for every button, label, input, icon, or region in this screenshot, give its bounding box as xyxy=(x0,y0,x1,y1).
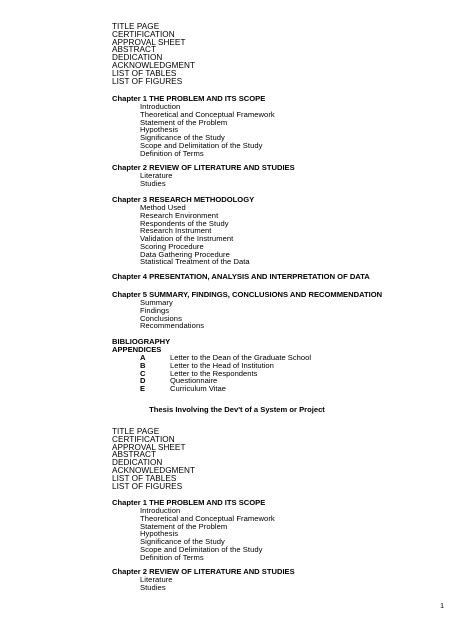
front-matter-item: APPROVAL SHEET xyxy=(112,37,186,47)
chapter-4-section xyxy=(112,272,462,281)
appendix-letter: E xyxy=(140,384,146,393)
page-number: 1 xyxy=(440,603,444,610)
chapter-item: Significance of the Study xyxy=(140,133,225,142)
chapter-5-title: Chapter 5 SUMMARY, FINDINGS, CONCLUSIONS AND RECOMMENDATION xyxy=(112,290,383,299)
chapter-1-title: Chapter 1 THE PROBLEM AND ITS SCOPE xyxy=(112,498,266,507)
appendix-row xyxy=(112,377,462,385)
chapter-item: Scope and Delimitation of the Study xyxy=(140,544,263,554)
front-matter-item: LIST OF FIGURES xyxy=(112,76,183,86)
chapter-item: Significance of the Study xyxy=(140,537,225,546)
front-matter-item: CERTIFICATION xyxy=(112,29,175,39)
back-matter-section xyxy=(112,338,462,393)
front-matter-item: ABSTRACT xyxy=(112,450,157,460)
chapter-item: Theoretical and Conceptual Framework xyxy=(140,109,275,119)
section-heading: Thesis Involving the Dev't of a System or Project xyxy=(149,405,325,414)
front-matter-item: LIST OF TABLES xyxy=(112,68,177,78)
chapter-item: Definition of Terms xyxy=(140,148,204,158)
appendix-letter: D xyxy=(140,376,146,386)
chapter-1-title: Chapter 1 THE PROBLEM AND ITS SCOPE xyxy=(112,94,266,103)
appendix-letter: B xyxy=(140,360,146,370)
chapter-item: Data Gathering Procedure xyxy=(140,249,230,259)
chapter-1-section-2 xyxy=(112,498,462,561)
appendix-text: Letter to the Respondents xyxy=(170,368,258,378)
front-matter-item: LIST OF TABLES xyxy=(112,473,177,483)
appendix-text: Curriculum Vitae xyxy=(170,384,226,393)
chapter-item: Validation of the Instrument xyxy=(140,234,234,243)
appendices-heading: APPENDICES xyxy=(112,345,162,354)
chapter-2-title: Chapter 2 REVIEW OF LITERATURE AND STUDIES xyxy=(112,567,295,576)
chapter-item: Recommendations xyxy=(140,321,205,331)
chapter-item: Statement of the Problem xyxy=(140,521,228,531)
front-matter-item: TITLE PAGE xyxy=(112,427,160,436)
chapter-item: Hypothesis xyxy=(140,125,179,135)
chapter-item: Theoretical and Conceptual Framework xyxy=(140,513,275,523)
appendix-row xyxy=(112,385,462,393)
appendix-text: Questionnaire xyxy=(170,376,218,386)
appendix-letter: A xyxy=(140,353,146,362)
chapter-item: Research Instrument xyxy=(140,226,212,236)
chapter-2-title: Chapter 2 REVIEW OF LITERATURE AND STUDIES xyxy=(112,163,295,172)
chapter-item: Scope and Delimitation of the Study xyxy=(140,140,263,150)
front-matter-item: CERTIFICATION xyxy=(112,434,175,444)
chapter-2-section-2 xyxy=(112,567,462,592)
chapter-item: Scoring Procedure xyxy=(140,241,204,251)
chapter-1-section xyxy=(112,94,462,157)
chapter-item: Research Environment xyxy=(140,210,219,220)
chapter-item: Literature xyxy=(140,575,173,584)
chapter-5-section xyxy=(112,290,462,330)
chapter-item: Method Used xyxy=(140,203,186,212)
chapter-item: Statistical Treatment of the Data xyxy=(140,257,250,267)
appendix-row xyxy=(112,362,462,370)
appendix-text: Letter to the Dean of the Graduate School xyxy=(170,353,311,362)
front-matter-item: LIST OF FIGURES xyxy=(112,481,183,491)
appendix-letter: C xyxy=(140,368,146,378)
chapter-item: Studies xyxy=(140,582,166,592)
front-matter-item: ACKNOWLEDGMENT xyxy=(112,465,196,475)
chapter-item: Summary xyxy=(140,298,173,307)
chapter-item: Hypothesis xyxy=(140,529,179,539)
chapter-item: Conclusions xyxy=(140,313,182,323)
chapter-4-title: Chapter 4 PRESENTATION, ANALYSIS AND INTERPRETATION OF DATA xyxy=(112,272,370,281)
front-matter-list-2 xyxy=(112,428,462,490)
front-matter-item: TITLE PAGE xyxy=(112,22,160,31)
bibliography-heading: BIBLIOGRAPHY xyxy=(112,337,171,346)
chapter-item: Studies xyxy=(140,178,166,188)
appendix-text: Letter to the Head of Institution xyxy=(170,360,274,370)
chapter-item: Respondents of the Study xyxy=(140,218,229,228)
chapter-item: Introduction xyxy=(140,506,181,515)
front-matter-item: ABSTRACT xyxy=(112,45,157,55)
chapter-item: Statement of the Problem xyxy=(140,117,228,127)
chapter-item: Literature xyxy=(140,171,173,180)
chapter-2-section xyxy=(112,163,462,188)
front-matter-item: DEDICATION xyxy=(112,53,163,63)
front-matter-item: ACKNOWLEDGMENT xyxy=(112,60,196,70)
front-matter-item: APPROVAL SHEET xyxy=(112,442,186,452)
front-matter-list xyxy=(112,23,462,85)
appendix-row xyxy=(112,354,462,362)
chapter-item: Definition of Terms xyxy=(140,552,204,562)
appendix-row xyxy=(112,370,462,378)
chapter-item: Findings xyxy=(140,305,170,315)
chapter-item: Introduction xyxy=(140,102,181,111)
chapter-3-title: Chapter 3 RESEARCH METHODOLOGY xyxy=(112,195,255,204)
front-matter-item: DEDICATION xyxy=(112,458,163,468)
chapter-3-section xyxy=(112,195,462,266)
